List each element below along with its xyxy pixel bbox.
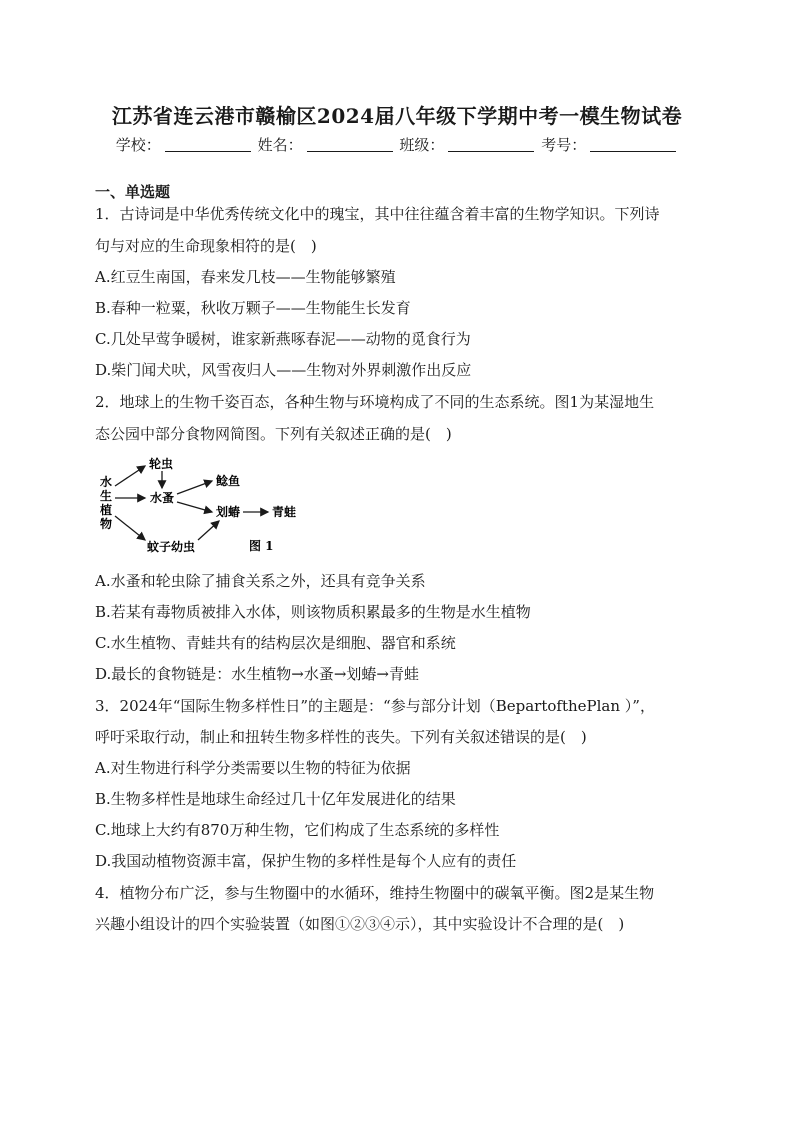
arrow-larva-backswimmer [198, 521, 219, 540]
node-catfish: 鲶鱼 [216, 474, 241, 488]
node-backswimmer: 划蝽 [216, 505, 241, 519]
q3-option-c: C.地球上大约有870万种生物，它们构成了生态系统的多样性 [95, 821, 500, 839]
node-water-flea: 水蚤 [150, 491, 175, 505]
figure-caption: 图 1 [249, 539, 274, 553]
q4-stem-line1: 4．植物分布广泛，参与生物圈中的水循环，维持生物圈中的碳氧平衡。图2是某生物 [95, 884, 655, 902]
node-frog: 青蛙 [272, 505, 297, 519]
node-aquatic-plant-2: 生 [100, 489, 113, 503]
node-aquatic-plant-3: 植 [100, 503, 113, 517]
arrow-plant-larva [115, 516, 145, 540]
q1-stem-line1: 1．古诗词是中华优秀传统文化中的瑰宝，其中往往蕴含着丰富的生物学知识。下列诗 [95, 205, 660, 223]
q2-stem-line1: 2．地球上的生物千姿百态，各种生物与环境构成了不同的生态系统。图1为某湿地生 [95, 393, 655, 411]
food-web-figure [95, 448, 315, 563]
q3-option-d: D.我国动植物资源丰富，保护生物的多样性是每个人应有的责任 [95, 852, 517, 870]
q3-option-b: B.生物多样性是地球生命经过几十亿年发展进化的结果 [95, 790, 456, 808]
q2-option-d: D.最长的食物链是：水生植物→水蚤→划蝽→青蛙 [95, 665, 419, 683]
q4-stem-line2: 兴趣小组设计的四个实验装置（如图①②③④示），其中实验设计不合理的是( ) [95, 915, 625, 933]
school-label: 学校： [115, 136, 161, 154]
q1-stem-line2: 句与对应的生命现象相符的是( ) [95, 237, 317, 255]
student-info-row [0, 134, 794, 155]
q2-option-c: C.水生植物、青蛙共有的结构层次是细胞、器官和系统 [95, 634, 456, 652]
q2-stem-line2: 态公园中部分食物网简图。下列有关叙述正确的是( ) [95, 425, 452, 443]
q2-option-b: B.若某有毒物质被排入水体，则该物质积累最多的生物是水生植物 [95, 603, 531, 621]
q3-stem-line1: 3．2024年“国际生物多样性日”的主题是：“参与部分计划（BepartofthePlan ）”， [95, 697, 655, 715]
q1-option-d: D.柴门闻犬吠，风雪夜归人——生物对外界刺激作出反应 [95, 361, 472, 379]
food-web-diagram [95, 448, 315, 563]
q3-stem-line2: 呼吁采取行动，制止和扭转生物多样性的丧失。下列有关叙述错误的是( ) [95, 728, 587, 746]
name-blank [307, 137, 393, 152]
page-title: 江苏省连云港市赣榆区2024届八年级下学期中考一模生物试卷 [111, 104, 683, 128]
number-blank [590, 137, 676, 152]
q1-option-a: A.红豆生南国，春来发几枝——生物能够繁殖 [95, 268, 396, 286]
name-label: 姓名： [257, 136, 303, 154]
arrow-waterflea-backswimmer [177, 502, 212, 512]
node-aquatic-plant-4: 物 [100, 517, 113, 531]
number-label: 考号： [541, 136, 587, 154]
q3-option-a: A.对生物进行科学分类需要以生物的特征为依据 [95, 759, 411, 777]
section-heading: 一、单选题 [95, 183, 171, 201]
arrow-plant-rotifer [115, 466, 145, 486]
q1-option-c: C.几处早莺争暖树，谁家新燕啄春泥——动物的觅食行为 [95, 330, 471, 348]
class-label: 班级： [399, 136, 445, 154]
q2-option-a: A.水蚤和轮虫除了捕食关系之外，还具有竞争关系 [95, 572, 426, 590]
class-blank [448, 137, 534, 152]
node-aquatic-plant-1: 水 [100, 475, 113, 489]
q1-option-b: B.春种一粒粟，秋收万颗子——生物能生长发育 [95, 299, 411, 317]
arrow-waterflea-catfish [177, 481, 212, 494]
node-rotifer: 轮虫 [149, 457, 174, 471]
school-blank [165, 137, 251, 152]
node-mosquito-larva: 蚊子幼虫 [147, 540, 196, 554]
